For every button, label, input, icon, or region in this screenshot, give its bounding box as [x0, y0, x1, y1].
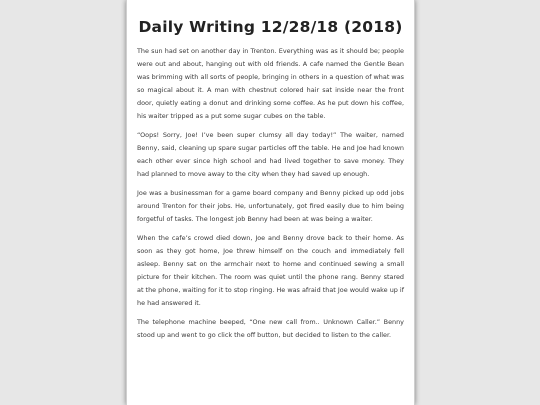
page-title: Daily Writing 12/28/18 (2018)	[138, 18, 403, 36]
paragraph: Joe was a businessman for a game board company and Benny picked up odd jobs around Trenton for their jobs. He, unfortunately, got fired easily due to him being forgetful of tasks. The longest job Benny had been at was being a waiter.	[137, 189, 404, 223]
document-page	[126, 0, 415, 405]
paragraph: The sun had set on another day in Trenton. Everything was as it should be; people were out and about, hanging out with old friends. A cafe named the Gentle Bean was brimming with all sorts of people, bringing in others in a question of what was so magical about it. A man with chestnut colored hair sat inside near the front door, quietly eating a donut and drinking some coffee. As he put down his coffee, his waiter tripped as a put some sugar cubes on the table.	[137, 47, 404, 120]
paragraph: “Oops! Sorry, Joe! I’ve been super clumsy all day today!” The waiter, named Benny, said, cleaning up spare sugar particles off the table. He and Joe had known each other ever since high school and had lived together to save money. They had planned to move away to the city when they had saved up enough.	[137, 131, 404, 178]
article-body	[127, 36, 414, 342]
paragraph: The telephone machine beeped, “One new call from.. Unknown Caller.” Benny stood up and went to go click the off button, but decided to listen to the caller.	[137, 318, 404, 339]
paragraph: When the cafe’s crowd died down, Joe and Benny drove back to their home. As soon as they got home, Joe threw himself on the couch and immediately fell asleep. Benny sat on the armchair next to home and continued sewing a small picture for their kitchen. The room was quiet until the phone rang. Benny stared at the phone, waiting for it to stop ringing. He was afraid that Joe would wake up if he had answered it.	[137, 234, 404, 307]
